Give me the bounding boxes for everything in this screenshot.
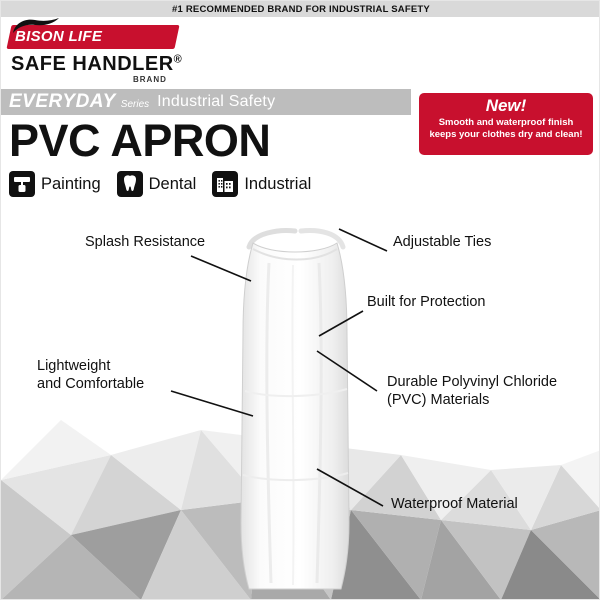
paint-roller-icon [9, 171, 35, 197]
callout-waterproof-material: Waterproof Material [391, 496, 518, 512]
new-badge [419, 93, 593, 155]
use-cases-row [9, 169, 429, 199]
callout-lightweight-comfortable [37, 357, 144, 393]
bison-life-wordmark: BISON LIFE [15, 28, 103, 45]
use-case-industrial [212, 171, 311, 197]
callout-splash-resistance: Splash Resistance [85, 234, 206, 250]
registered-mark: ® [173, 53, 183, 66]
series-everyday-label: EVERYDAY [9, 91, 116, 112]
callout-adjustable-ties: Adjustable Ties [393, 234, 492, 250]
callout-lightweight-line2: and Comfortable [37, 376, 145, 392]
product-photo-stage [1, 201, 600, 600]
series-word-label: Series [120, 99, 150, 110]
callout-lightweight-line1: Lightweight [37, 358, 111, 374]
page-title: PVC APRON [9, 115, 271, 166]
use-case-dental [117, 171, 197, 197]
use-case-painting-label: Painting [41, 174, 101, 193]
factory-icon [212, 171, 238, 197]
pvc-apron-product-image [223, 223, 369, 595]
series-bar [1, 89, 411, 115]
use-case-industrial-label: Industrial [244, 174, 312, 193]
series-category-label: Industrial Safety [157, 93, 276, 110]
new-badge-subtext: Smooth and waterproof finish keeps your clothes dry and clean! [429, 117, 583, 140]
bison-horn-icon [11, 17, 63, 37]
use-case-painting [9, 171, 101, 197]
callout-durable-pvc-line2: (PVC) Materials [387, 392, 490, 408]
new-badge-headline: New! [485, 96, 527, 115]
use-case-dental-label: Dental [148, 174, 197, 193]
bison-life-logo [9, 23, 177, 53]
safe-handler-wordmark [11, 53, 182, 76]
callout-durable-pvc [387, 373, 557, 409]
safe-handler-text: SAFE HANDLER [11, 53, 174, 75]
brand-subtitle: BRAND [133, 75, 167, 84]
top-banner-text: #1 RECOMMENDED BRAND FOR INDUSTRIAL SAFETY [172, 3, 430, 15]
tooth-icon [117, 171, 143, 197]
callout-durable-pvc-line1: Durable Polyvinyl Chloride [387, 374, 558, 390]
top-banner [1, 1, 600, 17]
callout-built-for-protection: Built for Protection [367, 294, 486, 310]
brand-block [9, 23, 249, 85]
